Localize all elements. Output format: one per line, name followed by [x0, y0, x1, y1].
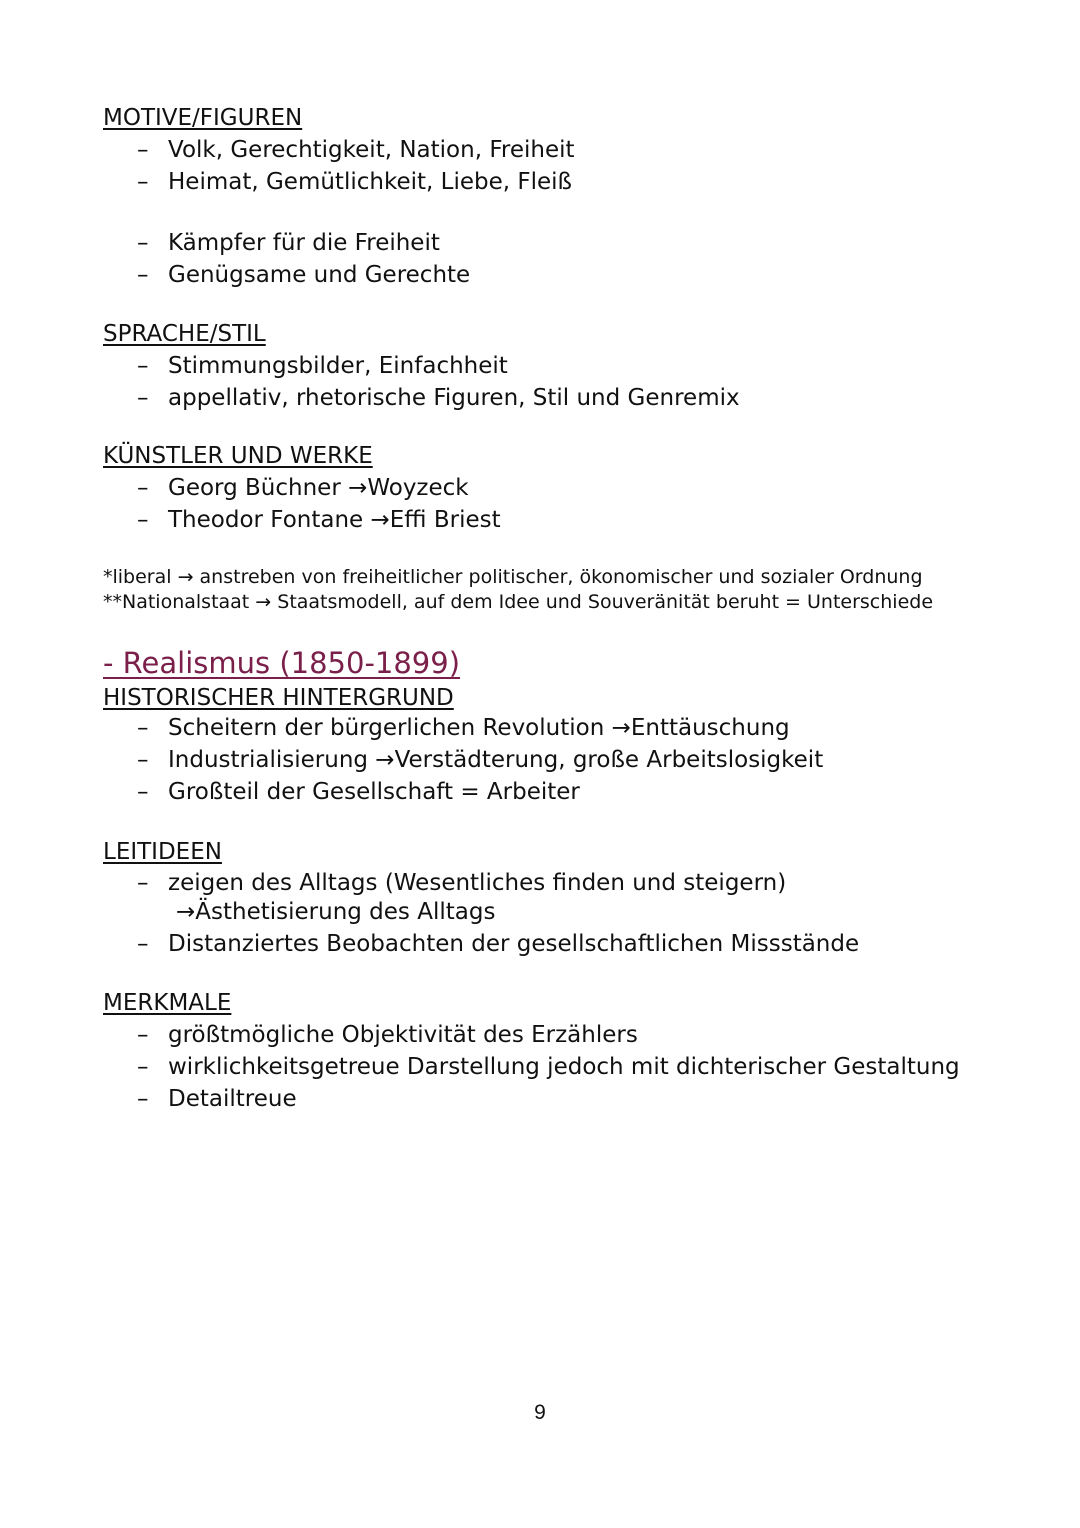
footnote-nationalstaat: **Nationalstaat → Staatsmodell, auf dem Idee und Souveränität beruht = Unterschiede	[103, 591, 934, 613]
bullet-dash: –	[137, 385, 149, 411]
bullet-dash: –	[137, 1022, 149, 1048]
bullet-dash: –	[137, 1086, 149, 1112]
list-item: – Distanziertes Beobachten der gesellschaftlichen Missstände	[0, 928, 859, 960]
historisch-list	[0, 712, 823, 808]
leitideen-subline: →Ästhetisierung des Alltags	[176, 899, 496, 925]
bullet-dash: –	[137, 230, 149, 256]
bullet-dash: –	[137, 747, 149, 773]
list-item: – appellativ, rhetorische Figuren, Stil und Genremix	[0, 382, 740, 414]
merkmale-list	[0, 1019, 960, 1115]
list-item: – Detailtreue	[0, 1083, 960, 1115]
list-item: – Großteil der Gesellschaft = Arbeiter	[0, 776, 823, 808]
list-item: – Georg Büchner →Woyzeck	[0, 472, 501, 504]
list-item: – Volk, Gerechtigkeit, Nation, Freiheit	[0, 134, 575, 166]
list-item: – Stimmungsbilder, Einfachheit	[0, 350, 740, 382]
bullet-dash: –	[137, 137, 149, 163]
motive-heading: MOTIVE/FIGUREN	[103, 105, 303, 131]
page-number: 9	[534, 1401, 546, 1424]
footnote-liberal: *liberal → anstreben von freiheitlicher politischer, ökonomischer und sozialer Ordnung	[103, 566, 923, 588]
leitideen-list-1	[0, 867, 786, 899]
kuenstler-list	[0, 472, 501, 536]
motive-list-b	[0, 227, 470, 291]
motive-list-a	[0, 134, 575, 198]
historisch-heading: HISTORISCHER HINTERGRUND	[103, 685, 454, 711]
list-item: – wirklichkeitsgetreue Darstellung jedoch mit dichterischer Gestaltung	[0, 1051, 960, 1083]
list-item: – Scheitern der bürgerlichen Revolution →Enttäuschung	[0, 712, 823, 744]
section-title-realismus: - Realismus (1850-1899)	[103, 646, 461, 680]
leitideen-heading: LEITIDEEN	[103, 839, 222, 865]
leitideen-list-2	[0, 928, 859, 960]
list-item: – Genügsame und Gerechte	[0, 259, 470, 291]
bullet-dash: –	[137, 870, 149, 896]
bullet-dash: –	[137, 779, 149, 805]
list-item: – Theodor Fontane →Effi Briest	[0, 504, 501, 536]
list-item: – größtmögliche Objektivität des Erzählers	[0, 1019, 960, 1051]
bullet-dash: –	[137, 715, 149, 741]
list-item: – Industrialisierung →Verstädterung, große Arbeitslosigkeit	[0, 744, 823, 776]
sprache-list	[0, 350, 740, 414]
list-item: – Kämpfer für die Freiheit	[0, 227, 470, 259]
bullet-dash: –	[137, 475, 149, 501]
bullet-dash: –	[137, 262, 149, 288]
kuenstler-heading: KÜNSTLER UND WERKE	[103, 443, 373, 469]
sprache-heading: SPRACHE/STIL	[103, 321, 266, 347]
bullet-dash: –	[137, 353, 149, 379]
bullet-dash: –	[137, 931, 149, 957]
bullet-dash: –	[137, 169, 149, 195]
list-item: – zeigen des Alltags (Wesentliches finden und steigern)	[0, 867, 786, 899]
bullet-dash: –	[137, 507, 149, 533]
merkmale-heading: MERKMALE	[103, 990, 232, 1016]
list-item: – Heimat, Gemütlichkeit, Liebe, Fleiß	[0, 166, 575, 198]
bullet-dash: –	[137, 1054, 149, 1080]
